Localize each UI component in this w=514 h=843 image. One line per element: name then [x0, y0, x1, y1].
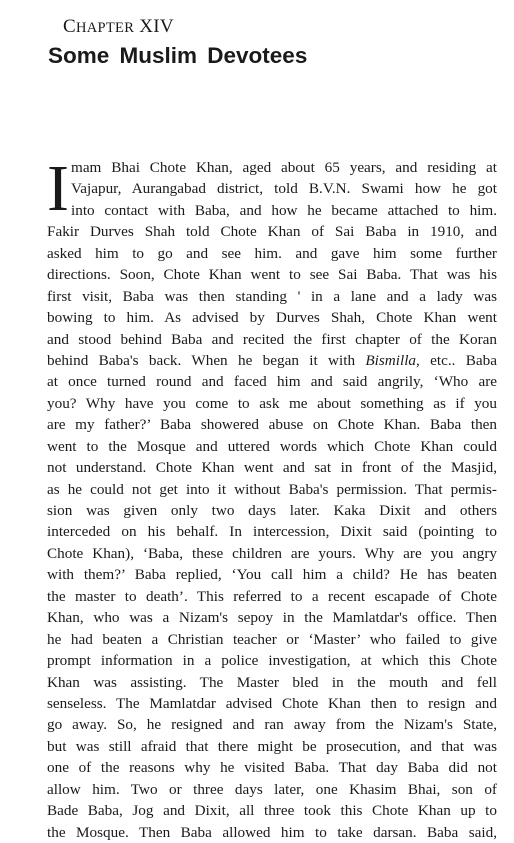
text-line: into contact with Baba, and how he became attached to him. [71, 201, 497, 219]
text-fragment: behind Baba's back. When he began it with [47, 351, 356, 369]
text-line: one of the reasons why he visited Baba. That day Baba did not [47, 759, 497, 777]
text-line: at once turned round and faced him and said angrily, ‘Who are [47, 373, 497, 391]
text-line: asked him to go and see him. and gave him some further [47, 244, 497, 262]
text-line: Vajapur, Aurangabad district, told B.V.N. Swami how he got [71, 180, 497, 198]
text-line: sion was given only two days later. Kaka Dixit and others [47, 502, 497, 519]
text-line: Khan, who was a Nizam's sepoy in the Mamlatdar's office. Then [47, 609, 497, 627]
text-line: as he could not get into it without Baba's permission. That permis- [47, 480, 497, 498]
text-line: not understand. Chote Khan went and sat in front of the Masjid, [47, 459, 497, 477]
italic-term: Bismilla [365, 351, 417, 369]
text-line: but was still afraid that there might be prosecution, and that was [47, 737, 497, 755]
text-line: he had beaten a Christian teacher or ‘Master’ who failed to give [47, 630, 497, 648]
text-line: bowing to him. As advised by Durves Shah, Chote Khan went [47, 309, 497, 327]
text-line: are my father?’ Baba showered abuse on Chote Khan. Baba then [47, 416, 497, 434]
text-line: prompt information in a police investigation, at which this Chote [47, 652, 497, 670]
drop-cap: I [47, 152, 69, 225]
text-line [47, 350, 497, 371]
text-line: the master to death’. This referred to a recent escapade of Chote [47, 587, 497, 605]
text-line: directions. Soon, Chote Khan went to see Sai Baba. That was his [47, 266, 497, 284]
chapter-title: Some Muslim Devotees [48, 43, 308, 68]
text-line: Khan was assisting. The Master bled in the mouth and fell [47, 673, 497, 691]
text-line: you? Why have you come to ask me about something as if you [47, 394, 497, 412]
text-line: Chote Khan), ‘Baba, these children are yours. Why are you angry [47, 544, 497, 562]
text-line: and stood behind Baba and recited the first chapter of the Koran [47, 330, 497, 348]
chapter-word-initial: C [63, 16, 76, 37]
body-text [47, 152, 497, 843]
text-line: went to the Mosque and uttered words which Chote Khan could [47, 437, 497, 455]
text-fragment: , etc.. Baba [416, 351, 497, 369]
text-line: with them?’ Baba replied, ‘You call him a child? He has beaten [47, 566, 497, 584]
text-line: interceded on his behalf. In intercession, Dixit said (pointing to [47, 523, 497, 541]
text-line: Bade Baba, Jog and Dixit, all three took this Chote Khan up to [47, 802, 497, 820]
text-line: go away. So, he resigned and ran away from the Nizam's State, [47, 716, 497, 734]
text-line: Fakir Durves Shah told Chote Khan of Sai Baba in 1910, and [47, 223, 497, 241]
text-line: first visit, Baba was then standing ' in a lane and a lady was [47, 287, 497, 305]
chapter-word-rest: HAPTER [75, 20, 135, 36]
text-line: allow him. Two or three days later, one Khasim Bhai, son of [47, 780, 497, 798]
text-line: mam Bhai Chote Khan, aged about 65 years, and residing at [71, 159, 497, 176]
chapter-label [63, 16, 174, 38]
text-line: senseless. The Mamlatdar advised Chote Khan then to resign and [47, 694, 497, 712]
chapter-number: XIV [139, 16, 174, 37]
text-line: the Mosque. Then Baba allowed him to take darsan. Baba said, [47, 823, 497, 841]
